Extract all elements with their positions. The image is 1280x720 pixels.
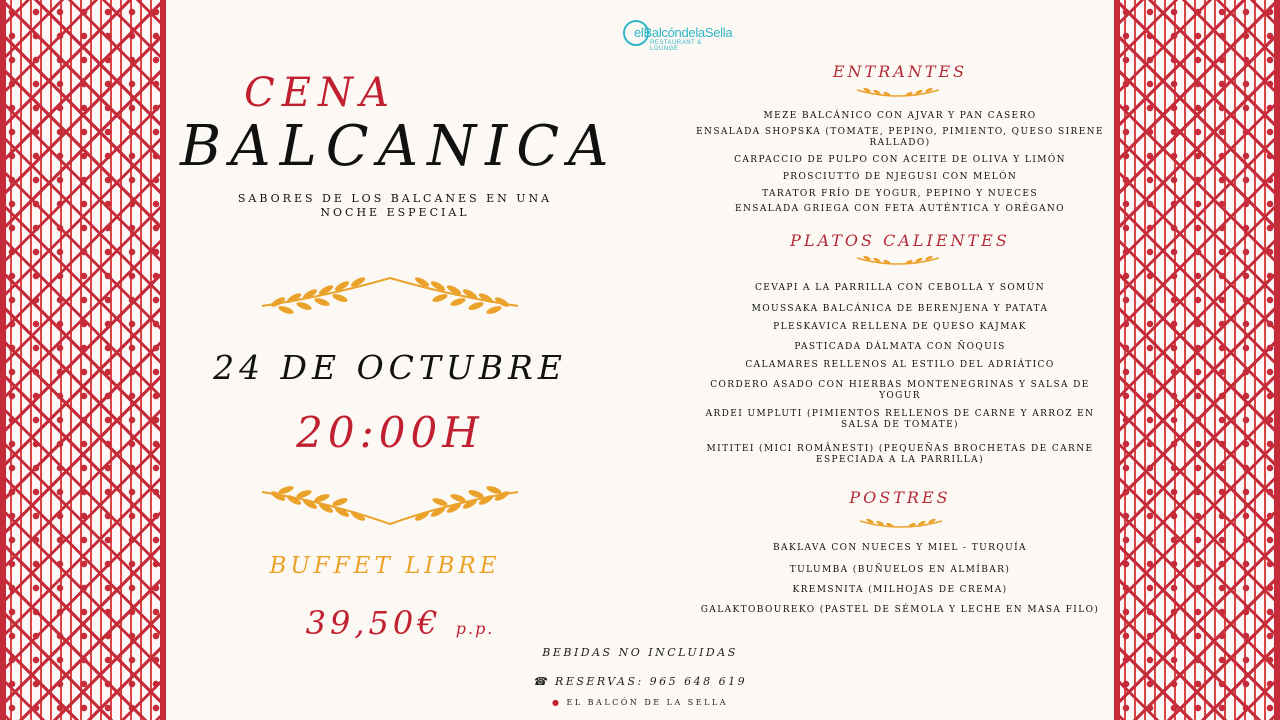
menu-item: TULUMBA (BUÑUELOS EN ALMÍBAR)	[789, 565, 1011, 575]
phone-icon: ☎	[532, 675, 550, 688]
menu-item: MOUSSAKA BALCÁNICA DE BERENJENA Y PATATA	[751, 304, 1049, 314]
laurel-bottom-icon	[258, 484, 522, 532]
event-time: 20:00H	[296, 408, 484, 457]
title-line-2: BALCANICA	[180, 114, 618, 179]
menu-item: CALAMARES RELLENOS AL ESTILO DEL ADRIÁTICO	[745, 360, 1055, 370]
menu-item: ENSALADA GRIEGA CON FETA AUTÉNTICA Y ORÉGANO	[735, 204, 1065, 214]
location-pin-icon: ●	[551, 698, 562, 707]
logo-name: elBalcóndelaSella	[634, 25, 733, 40]
location-line	[490, 698, 790, 707]
menu-item: ARDEI UMPLUTI (PIMIENTOS RELLENOS DE CARNE Y ARROZ EN SALSA DE TOMATE)	[705, 409, 1095, 430]
section-title-entrantes: ENTRANTES	[832, 62, 968, 81]
reservations-line	[490, 675, 790, 688]
left-decorative-border	[0, 0, 166, 720]
price-value: 39,50€	[305, 604, 442, 642]
menu-item: CEVAPI A LA PARRILLA CON CEBOLLA Y SOMÚN	[754, 283, 1046, 293]
menu-item: MITITEI (MICI ROMÂNESTI) (PEQUEÑAS BROCHETAS DE CARNE ESPECIADA A LA PARRILLA)	[706, 444, 1094, 465]
price-suffix: p.p.	[455, 619, 495, 638]
laurel-top-icon	[258, 268, 522, 320]
drinks-note: BEBIDAS NO INCLUIDAS	[542, 646, 738, 659]
reservations-text: RESERVAS: 965 648 619	[555, 675, 748, 688]
restaurant-logo	[620, 18, 733, 52]
menu-item: BAKLAVA CON NUECES Y MIEL - TURQUÍA	[773, 543, 1027, 553]
menu-item: CORDERO ASADO CON HIERBAS MONTENEGRINAS Y SALSA DE YOGUR	[710, 380, 1090, 401]
menu-item: TARATOR FRÍO DE YOGUR, PEPINO Y NUECES	[762, 189, 1038, 199]
menu-item: CARPACCIO DE PULPO CON ACEITE DE OLIVA Y LIMÓN	[734, 155, 1066, 165]
section-title-platos-calientes: PLATOS CALIENTES	[790, 231, 1010, 250]
section-laurel-icon	[855, 84, 941, 98]
menu-item: PASTICADA DÁLMATA CON ÑOQUIS	[794, 342, 1006, 352]
menu-item: PLESKAVICA RELLENA DE QUESO KAJMAK	[773, 322, 1027, 332]
location-text: EL BALCÓN DE LA SELLA	[566, 698, 729, 707]
event-tagline: SABORES DE LOS BALCANES EN UNA NOCHE ESPECIAL	[237, 192, 553, 219]
menu-item: KREMSNITA (MILHOJAS DE CREMA)	[792, 585, 1008, 595]
event-date: 24 DE OCTUBRE	[213, 348, 567, 387]
menu-item: MEZE BALCÁNICO CON AJVAR Y PAN CASERO	[763, 111, 1037, 121]
logo-tagline: RESTAURANT & LOUNGE	[650, 40, 702, 52]
right-decorative-border	[1114, 0, 1280, 720]
menu-item: PROSCIUTTO DE NJEGUSI CON MELÓN	[782, 172, 1018, 182]
event-price	[280, 604, 520, 642]
menu-item: ENSALADA SHOPSKA (TOMATE, PEPINO, PIMIENTO, QUESO SIRENE RALLADO)	[696, 127, 1104, 148]
menu-item: GALAKTOBOUREKO (PASTEL DE SÉMOLA Y LECHE EN MASA FILO)	[700, 605, 1100, 615]
title-line-1: CENA	[244, 70, 396, 116]
buffet-label: BUFFET LIBRE	[269, 553, 501, 579]
section-title-postres: POSTRES	[849, 488, 951, 507]
section-laurel-icon	[858, 515, 944, 529]
section-laurel-icon	[855, 252, 941, 266]
